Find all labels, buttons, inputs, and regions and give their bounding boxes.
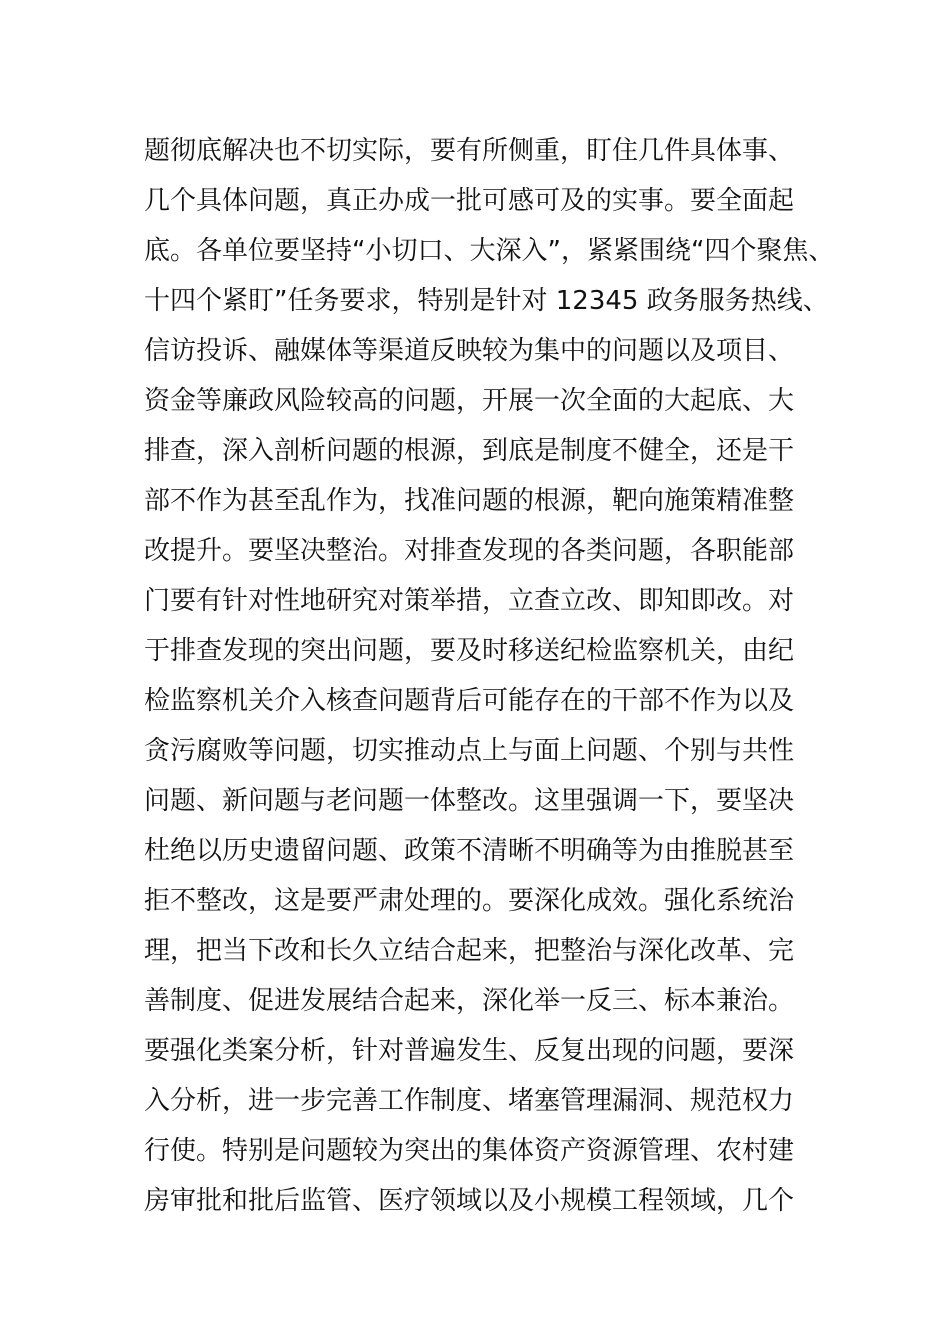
text-line: 问题、新问题与老问题一体整改。这里强调一下，要坚决 xyxy=(144,786,795,816)
text-line: 善制度、促进发展结合起来，深化举一反三、标本兼治。 xyxy=(144,986,795,1016)
text-line: 拒不整改，这是要严肃处理的。要深化成效。强化系统治 xyxy=(144,886,795,916)
text-line: 部不作为甚至乱作为，找准问题的根源，靶向施策精准整 xyxy=(144,486,795,516)
text-line: 杜绝以历史遗留问题、政策不清晰不明确等为由推脱甚至 xyxy=(144,836,795,866)
text-line: 底。各单位要坚持“小切口、大深入”，紧紧围绕“四个聚焦、 xyxy=(144,236,835,266)
text-line: 十四个紧盯”任务要求，特别是针对 12345 政务服务热线、 xyxy=(144,286,829,316)
text-line: 理，把当下改和长久立结合起来，把整治与深化改革、完 xyxy=(144,936,795,966)
text-line: 入分析，进一步完善工作制度、堵塞管理漏洞、规范权力 xyxy=(144,1086,795,1116)
text-line: 检监察机关介入核查问题背后可能存在的干部不作为以及 xyxy=(144,686,795,716)
text-line: 于排查发现的突出问题，要及时移送纪检监察机关，由纪 xyxy=(144,636,795,666)
body-text xyxy=(144,126,844,1226)
text-line: 排查，深入剖析问题的根源，到底是制度不健全，还是干 xyxy=(144,436,795,466)
text-line: 题彻底解决也不切实际，要有所侧重，盯住几件具体事、 xyxy=(144,136,795,166)
text-line: 资金等廉政风险较高的问题，开展一次全面的大起底、大 xyxy=(144,386,795,416)
text-line: 几个具体问题，真正办成一批可感可及的实事。要全面起 xyxy=(144,186,795,216)
text-line: 房审批和批后监管、医疗领域以及小规模工程领域，几个 xyxy=(144,1186,795,1216)
text-line: 行使。特别是问题较为突出的集体资产资源管理、农村建 xyxy=(144,1136,795,1166)
text-line: 信访投诉、融媒体等渠道反映较为集中的问题以及项目、 xyxy=(144,336,795,366)
text-line: 改提升。要坚决整治。对排查发现的各类问题，各职能部 xyxy=(144,536,795,566)
text-line: 门要有针对性地研究对策举措，立查立改、即知即改。对 xyxy=(144,586,795,616)
text-line: 要强化类案分析，针对普遍发生、反复出现的问题，要深 xyxy=(144,1036,795,1066)
text-line: 贪污腐败等问题，切实推动点上与面上问题、个别与共性 xyxy=(144,736,795,766)
